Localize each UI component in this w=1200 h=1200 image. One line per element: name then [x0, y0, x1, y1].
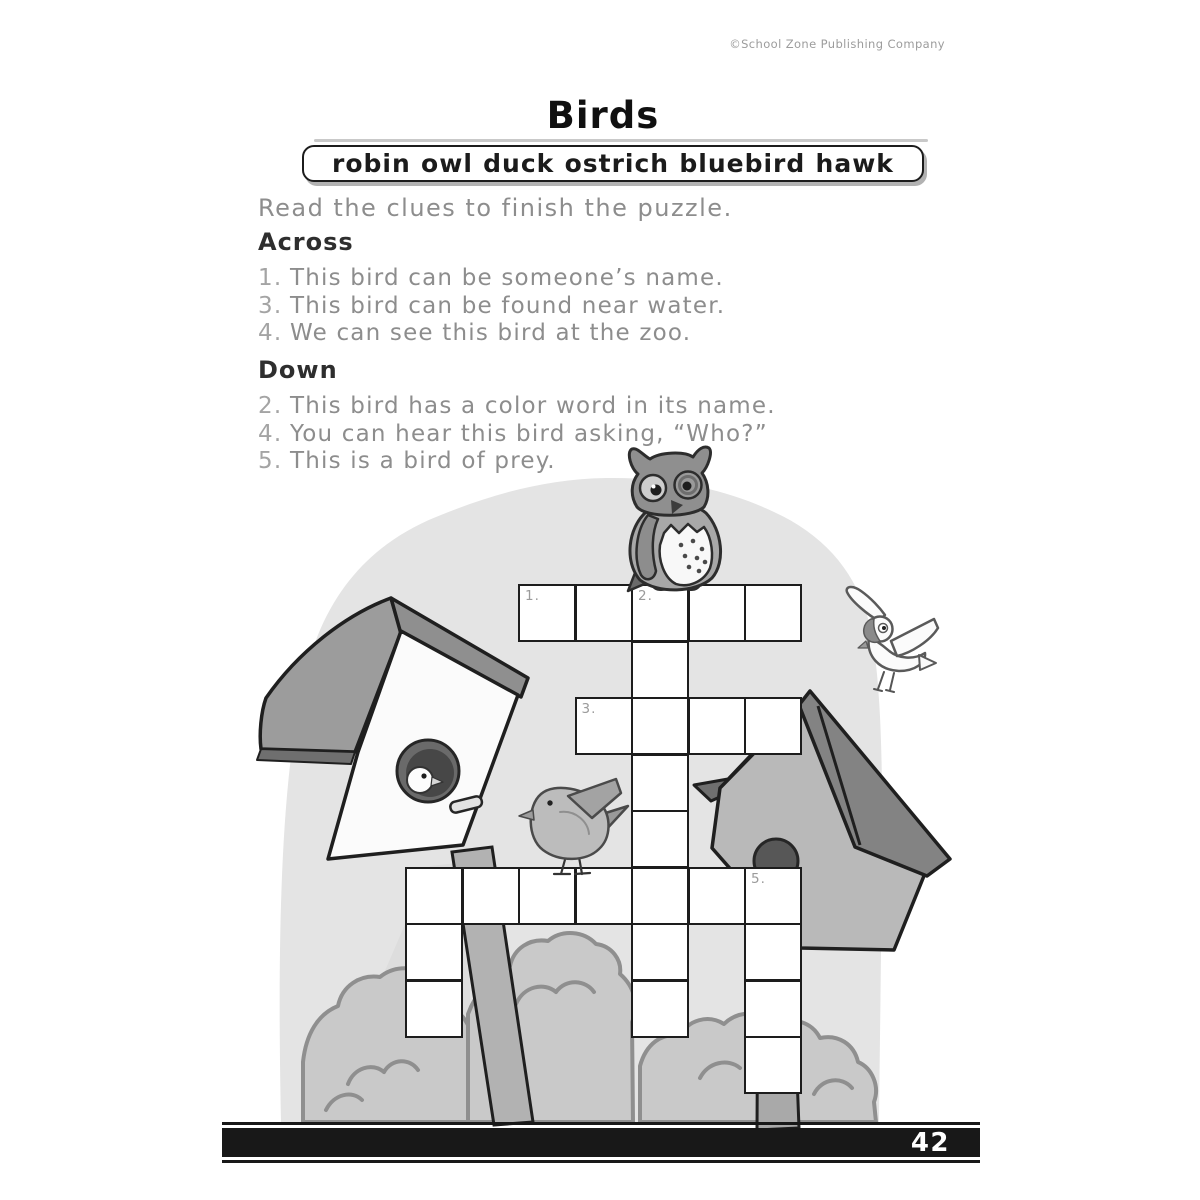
- clue-number: 4.: [258, 320, 283, 346]
- cell-clue-number: 3.: [581, 701, 597, 717]
- page-title: Birds: [546, 94, 660, 137]
- cell-clue-number: 1.: [525, 588, 540, 604]
- footer-black-bar: [222, 1128, 980, 1157]
- clue-text: This is a bird of prey.: [290, 448, 556, 474]
- across-clue-list: [258, 265, 938, 348]
- perched-bird: [519, 779, 628, 874]
- clue-number: 1.: [258, 265, 283, 291]
- word-bank-word: robin: [332, 149, 411, 178]
- word-bank-word: owl: [421, 149, 473, 178]
- footer-rule-top: [222, 1122, 980, 1125]
- bird-beak: [858, 641, 868, 648]
- bird-eye: [547, 800, 552, 805]
- word-bank-word: ostrich: [564, 149, 670, 178]
- down-clue-list: [258, 393, 938, 476]
- clue-number: 5.: [258, 448, 283, 474]
- word-bank-word: duck: [483, 149, 555, 178]
- copyright-notice: ©School Zone Publishing Company: [729, 37, 945, 51]
- footer-bar: [222, 1122, 980, 1163]
- cell-clue-number: 5.: [751, 870, 766, 887]
- clue-number: 4.: [258, 420, 283, 447]
- word-bank: [302, 145, 924, 182]
- flying-bird: [847, 587, 938, 692]
- clue-item: [258, 293, 938, 321]
- clue-text: This bird can be someone’s name.: [290, 265, 724, 291]
- clue-text: This bird has a color word in its name.: [290, 393, 776, 419]
- clue-text: This bird can be found near water.: [290, 292, 726, 319]
- word-bank-word: hawk: [815, 149, 894, 178]
- word-bank-word: bluebird: [679, 149, 806, 178]
- clue-text: We can see this bird at the zoo.: [290, 320, 692, 346]
- page-number: 42: [910, 1127, 950, 1158]
- clue-item: [258, 448, 938, 476]
- clue-number: 3.: [258, 292, 283, 319]
- clue-item: [258, 265, 938, 293]
- clue-item: [258, 320, 938, 348]
- across-heading: Across: [258, 228, 354, 256]
- bird-tail: [919, 655, 936, 670]
- down-clues: [258, 356, 938, 476]
- instruction-text: Read the clues to finish the puzzle.: [258, 194, 733, 222]
- footer-rule-bottom: [222, 1160, 980, 1163]
- bird-beak: [519, 810, 534, 820]
- across-clues: [258, 228, 938, 348]
- cell-clue-number: 2.: [638, 588, 653, 604]
- down-heading: Down: [258, 356, 338, 384]
- right-wing: [891, 619, 938, 656]
- clue-item: [258, 421, 938, 449]
- bird-legs: [874, 672, 894, 692]
- clue-text: You can hear this bird asking, “Who?”: [290, 420, 768, 447]
- clue-number: 2.: [258, 393, 283, 419]
- clue-item: [258, 393, 938, 421]
